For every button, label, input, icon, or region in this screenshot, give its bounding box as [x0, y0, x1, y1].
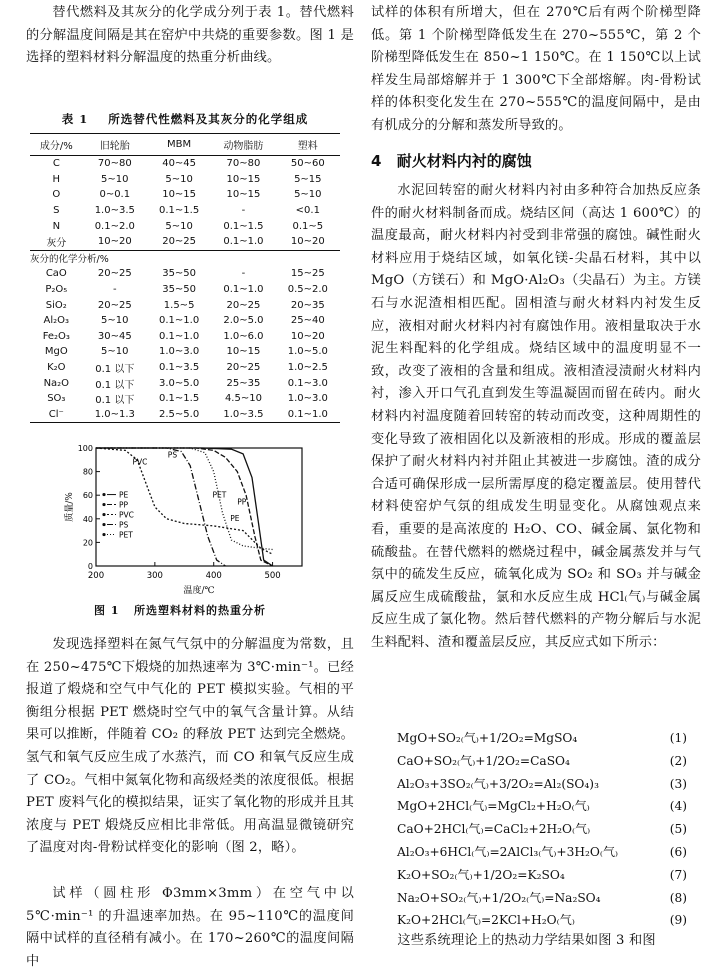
table-cell: 5~15: [294, 173, 322, 185]
table-row: [30, 172, 340, 188]
table-cell: 30~45: [97, 330, 132, 342]
table-row: [30, 329, 340, 345]
curve-label: PS: [167, 450, 178, 460]
table-cell: 1.0~1.3: [83, 407, 147, 423]
table-cell: 1.0~3.0: [287, 393, 328, 405]
legend-label: PE: [119, 490, 129, 500]
table-cell: 5~10: [101, 346, 129, 358]
table-cell: 1.0~6.0: [223, 330, 264, 342]
table-cell: 5~10: [165, 220, 193, 232]
legend-marker: [102, 513, 105, 516]
equation-row: [371, 909, 701, 932]
tga-figure: [62, 440, 322, 610]
table-cell: 5~10: [101, 315, 129, 327]
table-cell: -: [241, 268, 246, 280]
table-cell: 10~20: [97, 236, 132, 248]
table-cell: MgO: [44, 346, 68, 358]
legend-label: PS: [119, 520, 129, 530]
corrosion-paragraph: 水泥回转窑的耐火材料内衬由多种符合加热反应条件的耐火材料制备而成。烧结区间（高达 1 600℃）的温度最高，耐火材料内衬受到非常强的腐蚀。碱性耐火材料应用于烧结区域，如氧化镁-尖晶石材料，其中以 MgO（方镁石）和 MgO·Al₂O₃（尖晶石）为主。方镁石与水泥渣相相匹配。固相渣与耐火材料内衬发生反应，液相对耐火材料内衬有腐蚀作用。液相量取决于水泥生料配料的化学组成。烧结区域中的温度明显不一致，改变了液相的含量和组成。液相渣浸渍耐火材料内衬，渗入开口气孔直到发生等温凝固而留在砖内。耐火材料内衬温度随着回转窑的转动而改变，这种周期性的变化导致了液相固化以及新液相的形成。形成的覆盖层保护了耐火材料内衬并阻止其被进一步腐蚀。渣的成分合适可确保形成一层所需厚度的稳定覆盖层。使用替代材料使窑炉气氛的组成发生明显变化。从腐蚀观点来看，重要的是高浓度的 H₂O、CO、碱金属、氯化物和硫酸盐。在替代燃料的燃烧过程中，碱金属蒸发并与气氛中的硫发生反应，硫氧化成为 SO₂ 和 SO₃ 并与碱金属反应生成硫酸盐，氯和水反应生成 HCl₍气₎与碱金属反应生成了氯化物。然后替代燃料的产物分解后与水泥生料配料、渣和覆盖层反应，其反应式如下所示：: [371, 183, 701, 650]
equation-number: (9): [669, 913, 687, 928]
table-header-cell: MBM: [147, 134, 211, 156]
section-heading: [371, 150, 532, 171]
equation-formula: Al₂O₃+3SO₂₍气₎+3/2O₂=Al₂(SO₄)₃: [397, 776, 599, 791]
legend-label: PET: [119, 530, 133, 540]
equation-number: (5): [669, 822, 687, 837]
equation-row: [371, 818, 701, 841]
table-cell: H: [52, 173, 61, 185]
table-cell: 0.1~1.0: [276, 407, 340, 423]
table-cell: 70~80: [226, 158, 261, 170]
table-header-cell: 塑料: [276, 134, 340, 156]
equation-formula: CaO+2HCl₍气₎=CaCl₂+2H₂O₍气₎: [397, 822, 591, 837]
table-cell: S: [53, 205, 60, 217]
table-cell: 0.1~1.0: [159, 315, 200, 327]
table-cell: 0.1~1.0: [223, 236, 264, 248]
table-cell: 0.1~3.0: [287, 377, 328, 389]
composition-table-block: [30, 111, 340, 423]
table-cell: 0.1 以下: [95, 395, 135, 407]
equation-row: [371, 750, 701, 773]
table-cell: 20~25: [162, 236, 197, 248]
table-cell: K₂O: [47, 362, 66, 374]
table-cell: 35~50: [162, 284, 197, 296]
figure-caption: [30, 602, 330, 618]
legend-label: PVC: [119, 510, 134, 520]
table-cell: 0.5~2.0: [287, 284, 328, 296]
table-cell: 35~50: [162, 268, 197, 280]
equation-row: [371, 795, 701, 818]
table-number: 表 1: [61, 112, 89, 126]
table-cell: Fe₂O₃: [42, 330, 70, 342]
table-cell: 5~10: [165, 173, 193, 185]
equation-formula: CaO+SO₂₍气₎+1/2O₂=CaSO₄: [397, 753, 570, 768]
table-row: [30, 407, 340, 423]
table-cell: SO₃: [47, 393, 66, 405]
table-cell: CaO: [45, 268, 67, 280]
table-cell: 0~0.1: [99, 189, 131, 201]
table-cell: 4.5~10: [224, 393, 262, 405]
table-row: [30, 297, 340, 313]
equation-number: (3): [669, 776, 687, 791]
table-cell: 灰分: [46, 238, 67, 250]
equation-number: (6): [669, 844, 687, 859]
table-cell: 0.1~1.5: [159, 205, 200, 217]
table-row: [30, 375, 340, 391]
table-cell: 0.1~1.0: [223, 284, 264, 296]
table-row: [30, 156, 340, 172]
equation-formula: MgO+SO₂₍气₎+1/2O₂=MgSO₄: [397, 731, 578, 745]
table-cell: 25~35: [226, 377, 261, 389]
equation-number: (8): [669, 890, 687, 905]
equation-number: (7): [669, 867, 687, 882]
section-title: 耐火材料内衬的腐蚀: [396, 152, 532, 170]
intro-paragraph: 替代燃料及其灰分的化学成分列于表 1。替代燃料的分解温度间隔是其在窑炉中共烧的重要参数。图 1 是选择的塑料材料分解温度的热重分析曲线。: [26, 5, 354, 66]
table-section-row: [30, 250, 340, 266]
table-row: [30, 344, 340, 360]
table-cell: Cl⁻: [30, 407, 83, 423]
table-cell: 70~80: [97, 158, 132, 170]
table-cell: 0.1 以下: [95, 379, 135, 391]
table-cell: 10~15: [226, 173, 261, 185]
ash-section-title: 灰分的化学分析/%: [30, 250, 340, 266]
table-cell: 0.1~3.5: [159, 362, 200, 374]
equation-formula: K₂O+2HCl₍气₎=2KCl+H₂O₍气₎: [397, 913, 575, 928]
table-body: [30, 156, 340, 423]
equation-row: [371, 864, 701, 887]
table-cell: 10~20: [290, 236, 325, 248]
table-header-cell: 旧轮胎: [83, 134, 147, 156]
table-row: [30, 391, 340, 407]
table-cell: 20~25: [226, 299, 261, 311]
curve-label: PP: [237, 497, 247, 507]
gasification-paragraph: 发现选择塑料在氮气气氛中的分解温度为常数，且在 250~475℃下煅烧的加热速率为 3℃·min⁻¹。已经报道了煅烧和空气中气化的 PET 模拟实验。气相的平衡组分根据 PET 燃烧时空气中的氧气含量计算。从结果可以推断，伴随着 CO₂ 的释放 PET 达到完全燃烧。氢气和氧气反应生成了水蒸汽，而 CO 和氧气反应生成了 CO₂。气相中氮氧化物和高级烃类的浓度很低。根据 PET 废料气化的模拟结果，证实了氧化物的形成并且其浓度与 PET 煅烧反应相比非常低。用高温显微镜研究了温度对肉-骨粉试样变化的影响（图 2，略）。: [26, 637, 354, 856]
legend-marker: [102, 493, 105, 496]
table-cell: 2.0~5.0: [223, 315, 264, 327]
y-tick-label: 80: [82, 467, 93, 477]
equation-list: [371, 727, 701, 932]
table-row: [30, 234, 340, 250]
x-axis-label: 温度/℃: [183, 586, 215, 596]
equation-row: [371, 841, 701, 864]
section-number: 4: [371, 152, 382, 170]
table-header-cell: 成分/%: [30, 134, 83, 156]
table-cell: 50~60: [290, 158, 325, 170]
table-cell: 0.1~1.5: [223, 220, 264, 232]
equation-row: [371, 887, 701, 910]
table-cell: 1.0~3.5: [211, 407, 275, 423]
table-cell: 1.0~3.0: [159, 346, 200, 358]
equation-formula: Al₂O₃+6HCl₍气₎=2AlCl₃₍气₎+3H₂O₍气₎: [397, 844, 619, 859]
table-cell: 1.0~3.5: [94, 205, 135, 217]
equation-formula: Na₂O+SO₂₍气₎+1/2O₂₍气₎=Na₂SO₄: [397, 890, 601, 905]
table-cell: 10~15: [162, 189, 197, 201]
table-cell: 2.5~5.0: [147, 407, 211, 423]
equation-number: (2): [669, 753, 687, 768]
table-cell: O: [52, 189, 61, 201]
equation-number: (4): [669, 799, 687, 814]
table-cell: 0.1~1.5: [159, 393, 200, 405]
curve-label: PET: [212, 490, 227, 500]
continued-paragraph: 试样的体积有所增大，但在 270℃后有两个阶梯型降低。第 1 个阶梯型降低发生在 270~555℃，第 2 个阶梯型降低发生在 850~1 150℃。在 1 150℃以上试样发生局部熔解并于 1 300℃下全部熔解。肉-骨粉试样的体积变化发生在 270~555℃的温度间隔中，是由有机成分的分解和蒸发所导致的。: [371, 5, 701, 133]
table-header-cell: 动物脂肪: [211, 134, 275, 156]
table-cell: C: [52, 158, 60, 170]
table-cell: Na₂O: [43, 377, 70, 389]
table-cell: -: [241, 205, 246, 217]
y-tick-label: 20: [82, 538, 93, 548]
equation-formula: MgO+2HCl₍气₎=MgCl₂+H₂O₍气₎: [397, 799, 590, 814]
equation-row: [371, 773, 701, 796]
table-cell: 5~10: [101, 173, 129, 185]
curve-label: PVC: [132, 457, 148, 467]
table-cell: 0.1~5: [292, 220, 324, 232]
table-cell: 1.0~2.5: [287, 362, 328, 374]
table-row: [30, 187, 340, 203]
table-row: [30, 218, 340, 234]
tga-chart: [62, 440, 322, 610]
x-tick-label: 300: [146, 571, 163, 581]
table-cell: 15~25: [290, 268, 325, 280]
closing-paragraph: 这些系统理论上的热动力学结果如图 3 和图: [397, 933, 656, 948]
x-tick-label: 500: [264, 571, 281, 581]
table-header-row: [30, 134, 340, 156]
table-cell: 10~15: [226, 346, 261, 358]
series-line-ps: [96, 448, 226, 566]
sample-paragraph: 试样（圆柱形 Φ3mm×3mm）在空气中以 5℃·min⁻¹ 的升温速率加热。在 95~110℃的温度间隔中试样的直径稍有减小。在 170~260℃的温度间隔中: [26, 886, 354, 969]
table-row: [30, 282, 340, 298]
x-tick-label: 200: [87, 571, 105, 581]
table-cell: 1.5~5: [163, 299, 195, 311]
curve-label: PE: [230, 514, 240, 524]
equation-number: (1): [669, 731, 687, 745]
figure-title: 所选塑料材料的热重分析: [133, 604, 266, 617]
table-cell: 0.1~1.0: [159, 330, 200, 342]
table-cell: N: [52, 220, 61, 232]
composition-table: [30, 133, 340, 423]
y-tick-label: 40: [82, 514, 93, 524]
table-cell: 10~15: [226, 189, 261, 201]
x-tick-label: 400: [205, 571, 222, 581]
table-caption: [30, 111, 340, 127]
table-cell: 3.0~5.0: [159, 377, 200, 389]
table-cell: SiO₂: [45, 299, 67, 311]
table-title: 所选替代性燃料及其灰分的化学组成: [108, 112, 309, 126]
table-row: [30, 266, 340, 282]
table-cell: Al₂O₃: [43, 315, 70, 327]
table-cell: <0.1: [295, 205, 320, 217]
table-cell: 1.0~5.0: [287, 346, 328, 358]
table-cell: 25~40: [290, 315, 325, 327]
table-cell: 20~25: [97, 268, 132, 280]
table-cell: 20~25: [97, 299, 132, 311]
table-cell: -: [112, 284, 117, 296]
table-cell: 40~45: [162, 158, 197, 170]
y-tick-label: 100: [77, 444, 93, 453]
table-row: [30, 360, 340, 376]
equation-formula: K₂O+SO₂₍气₎+1/2O₂=K₂SO₄: [397, 867, 565, 882]
table-row: [30, 203, 340, 219]
y-tick-label: 60: [82, 491, 93, 501]
table-cell: 10~20: [290, 330, 325, 342]
y-axis-label: 质量/%: [65, 492, 75, 522]
table-cell: 20~25: [226, 362, 261, 374]
table-cell: 0.1 以下: [95, 364, 135, 376]
legend-marker: [102, 533, 105, 536]
table-cell: 0.1~2.0: [94, 220, 135, 232]
table-row: [30, 313, 340, 329]
figure-number: 图 1: [94, 604, 120, 617]
table-cell: 20~35: [290, 299, 325, 311]
table-cell: 5~10: [294, 189, 322, 201]
legend-marker: [102, 523, 105, 526]
table-cell: P₂O₅: [45, 284, 68, 296]
y-tick-label: 0: [87, 562, 93, 571]
legend-label: PP: [119, 500, 129, 510]
legend-marker: [102, 503, 105, 506]
equation-row: [371, 727, 701, 750]
